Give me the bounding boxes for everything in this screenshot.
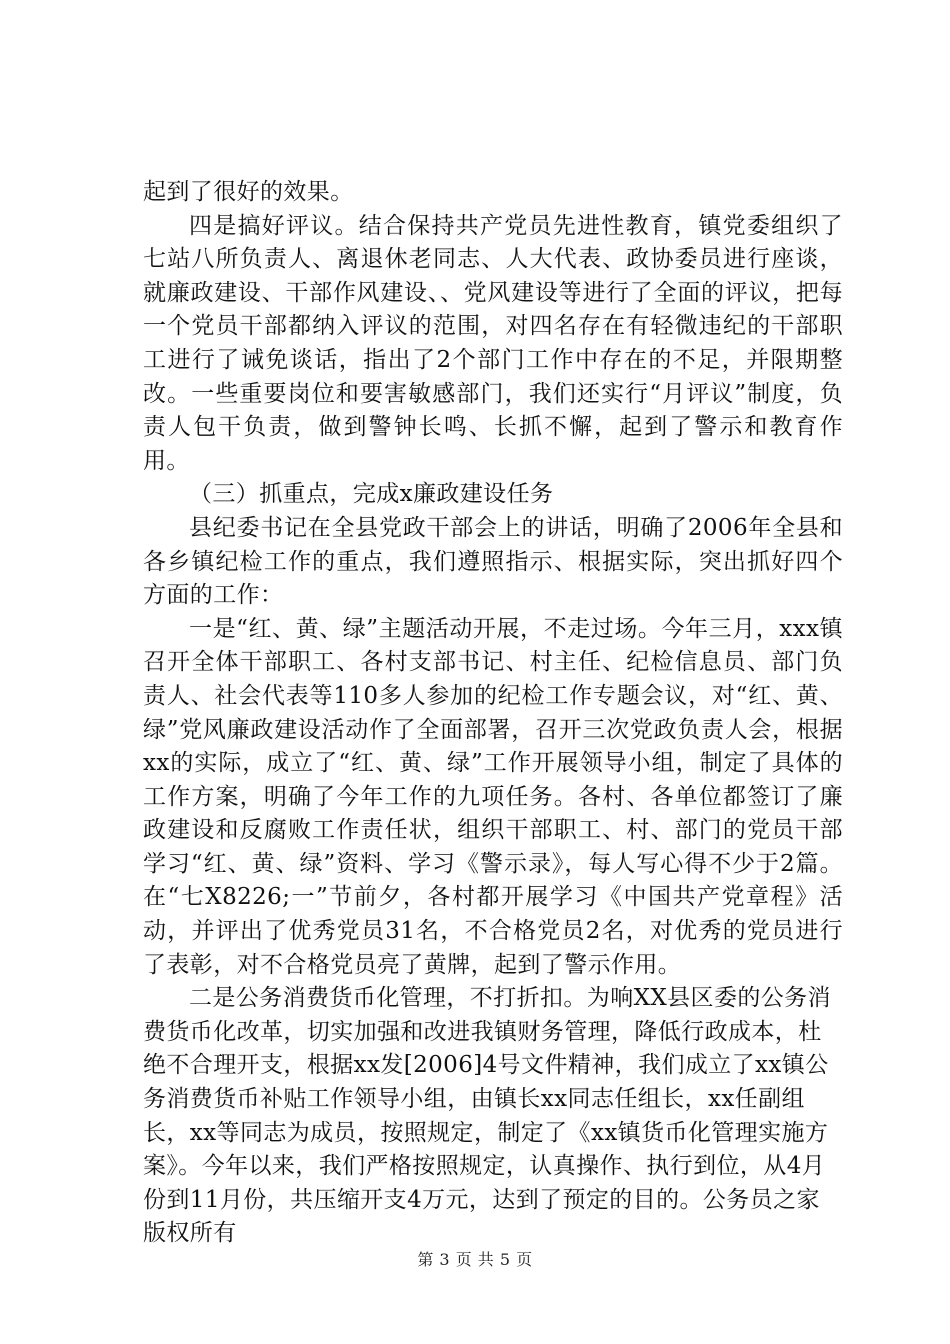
section-heading: （三）抓重点，完成x廉政建设任务 <box>189 481 554 508</box>
paragraph-point-two: 二是公务消费货币化管理，不打折扣。为响XX县区委的公务消费货币化改革，切实加强和改进我镇财务管理，降低行政成本，杜绝不合理开支，根据xx发[2006]4号文件精神，我们成立了xx镇公务消费货币补贴工作领导小组，由镇长xx同志任组长，xx任副组长，xx等同志为成员，按照规定，制定了《xx镇货币化管理实施方案》。今年以来，我们严格按照规定，认真操作、执行到位，从4月份到11月份，共压缩开支4万元，达到了预定的目的。公务员之家版权所有 <box>143 985 831 1247</box>
paragraph-point-four: 四是搞好评议。结合保持共产党员先进性教育，镇党委组织了七站八所负责人、离退休老同志、人大代表、政协委员进行座谈，就廉政建设、干部作风建设、、党风建设等进行了全面的评议，把每一个党员干部都纳入评议的范围，对四名存在有轻微违纪的干部职工进行了诫免谈话，指出了2个部门工作中存在的不足，并限期整改。一些重要岗位和要害敏感部门，我们还实行“月评议”制度，负责人包干负责，做到警钟长鸣、长抓不懈，起到了警示和教育作用。 <box>143 212 843 474</box>
page-number: 第 3 页 共 5 页 <box>417 1250 533 1269</box>
paragraph-point-one: 一是“红、黄、绿”主题活动开展，不走过场。今年三月，xxx镇召开全体干部职工、各村支部书记、村主任、纪检信息员、部门负责人、社会代表等110多人参加的纪检工作专题会议，对“红、黄、绿”党风廉政建设活动作了全面部署，召开三次党政负责人会，根据xx的实际，成立了“红、黄、绿”工作开展领导小组，制定了具体的工作方案，明确了今年工作的九项任务。各村、各单位都签订了廉政建设和反腐败工作责任状，组织干部职工、村、部门的党员干部学习“红、黄、绿”资料、学习《警示录》，每人写心得不少于2篇。在“七X8226;一”节前夕，各村都开展学习《中国共产党章程》活动，并评出了优秀党员31名，不合格党员2名，对优秀的党员进行了表彰，对不合格党员亮了黄牌，起到了警示作用。 <box>143 615 843 978</box>
paragraph-intro: 县纪委书记在全县党政干部会上的讲话，明确了2006年全县和各乡镇纪检工作的重点，我们遵照指示、根据实际，突出抓好四个方面的工作： <box>143 514 843 609</box>
body-text <box>143 176 843 1251</box>
paragraph-continuation: 起到了很好的效果。 <box>143 179 354 205</box>
